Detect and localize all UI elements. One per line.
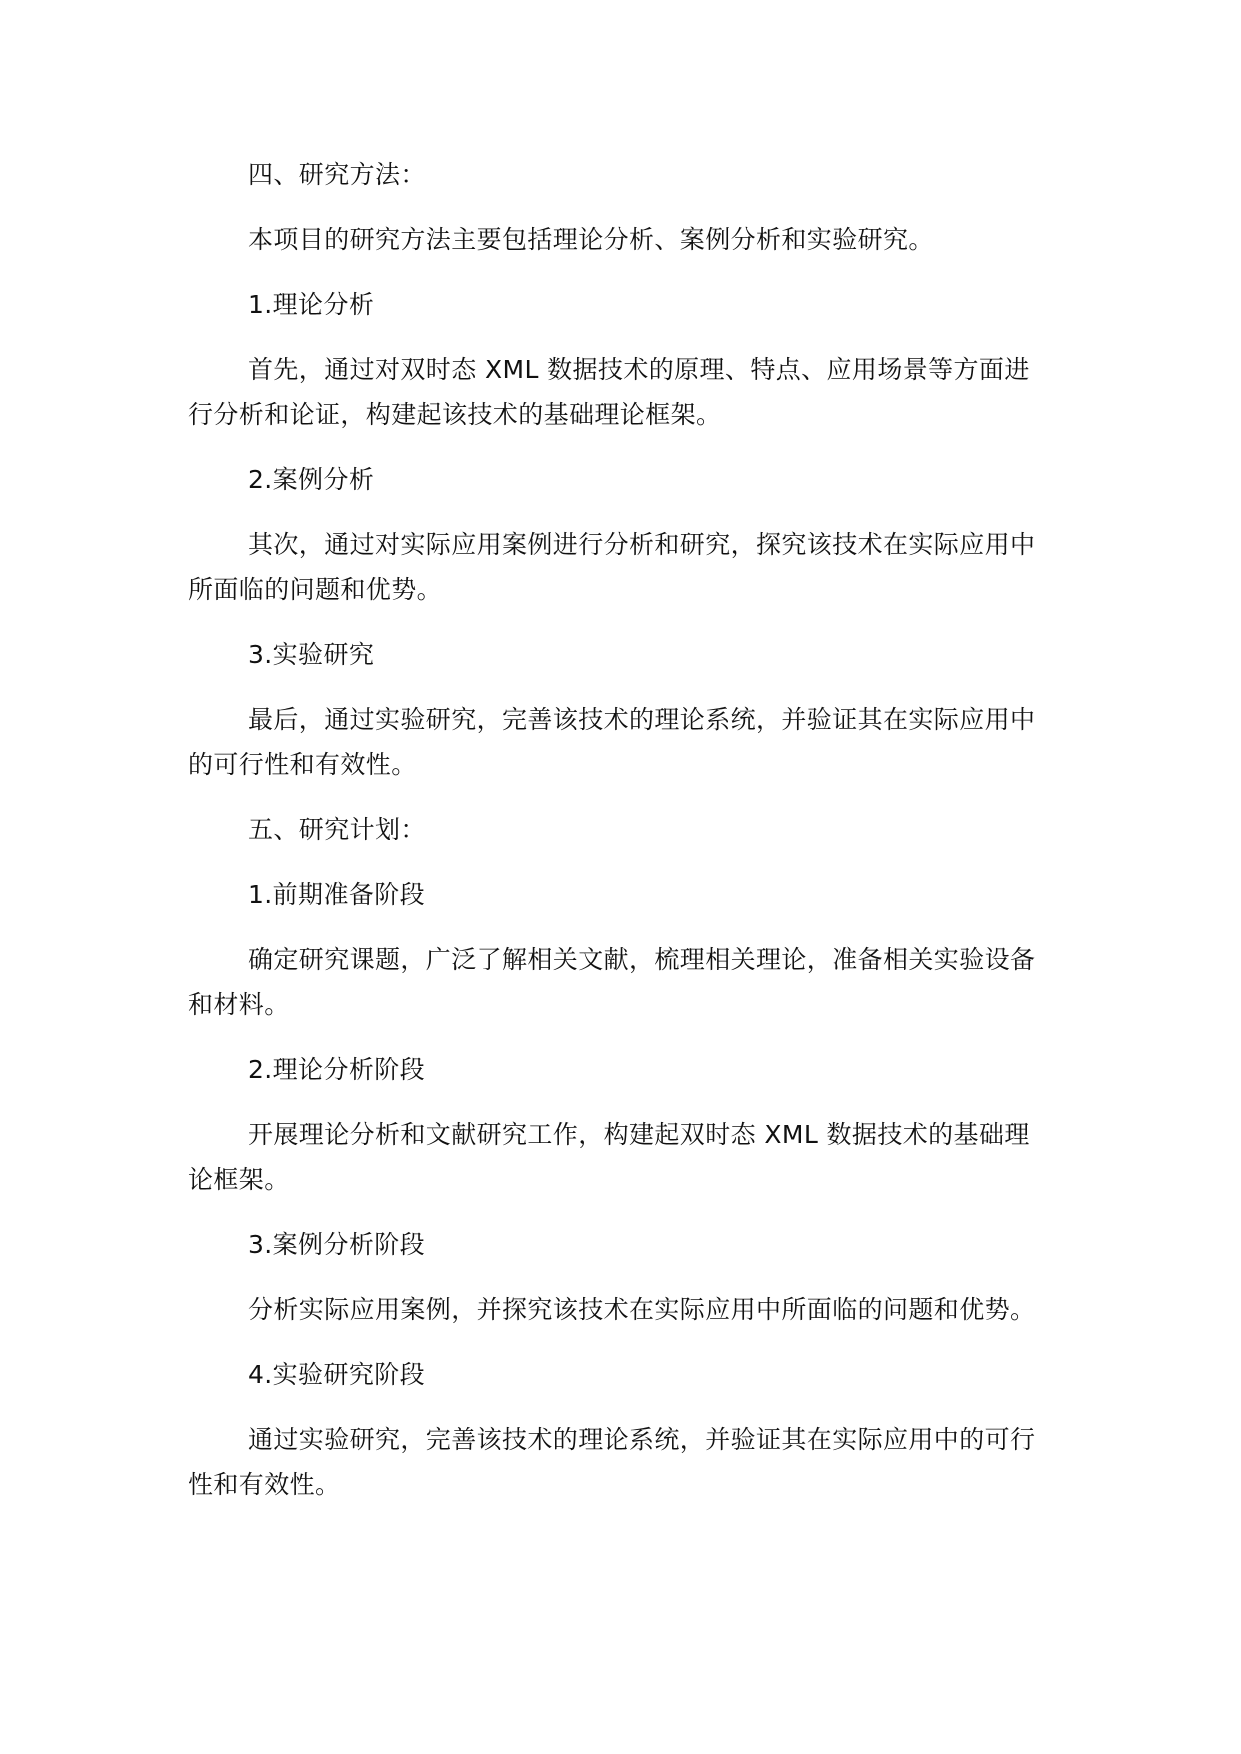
plan-text-theory: 开展理论分析和文献研究工作，构建起双时态 XML 数据技术的基础理论框架。	[188, 1120, 1030, 1194]
method-text-theory: 首先，通过对双时态 XML 数据技术的原理、特点、应用场景等方面进行分析和论证，构建起该技术的基础理论框架。	[188, 355, 1030, 429]
method-text-experiment: 最后，通过实验研究，完善该技术的理论系统，并验证其在实际应用中的可行性和有效性。	[188, 705, 1036, 779]
plan-heading-experiment: 4.实验研究阶段	[248, 1360, 426, 1389]
research-methods-intro: 本项目的研究方法主要包括理论分析、案例分析和实验研究。	[248, 225, 934, 254]
document-content	[188, 152, 1048, 1527]
plan-text-experiment: 通过实验研究，完善该技术的理论系统，并验证其在实际应用中的可行性和有效性。	[188, 1425, 1036, 1499]
plan-text-preparation: 确定研究课题，广泛了解相关文献，梳理相关理论，准备相关实验设备和材料。	[188, 945, 1036, 1019]
plan-text-case: 分析实际应用案例，并探究该技术在实际应用中所面临的问题和优势。	[248, 1295, 1036, 1324]
plan-heading-theory: 2.理论分析阶段	[248, 1055, 426, 1084]
method-heading-case: 2.案例分析	[248, 465, 375, 494]
method-text-case: 其次，通过对实际应用案例进行分析和研究，探究该技术在实际应用中所面临的问题和优势。	[188, 530, 1036, 604]
method-heading-theory: 1.理论分析	[248, 290, 375, 319]
plan-heading-preparation: 1.前期准备阶段	[248, 880, 426, 909]
section-title-research-methods: 四、研究方法：	[248, 160, 426, 189]
method-heading-experiment: 3.实验研究	[248, 640, 375, 669]
section-title-research-plan: 五、研究计划：	[248, 815, 426, 844]
plan-heading-case: 3.案例分析阶段	[248, 1230, 426, 1259]
